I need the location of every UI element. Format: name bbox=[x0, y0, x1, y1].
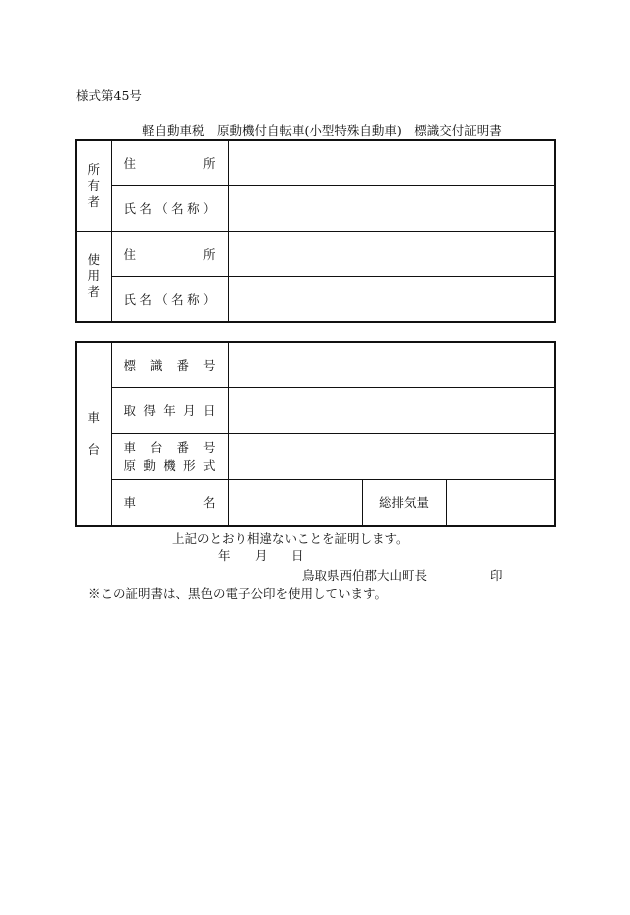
certification-text: 上記のとおり相違ないことを証明します。 bbox=[172, 531, 409, 546]
seal-label: 印 bbox=[490, 568, 503, 583]
displacement-label: 総排気量 bbox=[362, 479, 446, 526]
acquisition-date-label: 取 得 年 月 日 bbox=[111, 387, 228, 433]
plate-number-label: 標 識 番 号 bbox=[111, 342, 228, 387]
frame-engine-label: 車 台 番 号 原 動 機 形 式 bbox=[111, 433, 228, 479]
vehicle-group-label: 車 台 bbox=[76, 342, 111, 526]
owner-name-label: 氏 名 （ 名 称 ） bbox=[111, 185, 228, 231]
owner-user-table bbox=[75, 139, 556, 323]
acquisition-date-field[interactable] bbox=[228, 387, 555, 433]
date-month: 月 bbox=[255, 548, 268, 563]
issuer-name: 鳥取県西伯郡大山町長 bbox=[302, 568, 428, 583]
date-year: 年 bbox=[218, 548, 231, 563]
owner-group-label: 所 有 者 bbox=[76, 140, 111, 231]
frame-engine-field[interactable] bbox=[228, 433, 555, 479]
user-address-label: 住 所 bbox=[111, 231, 228, 276]
owner-address-field[interactable] bbox=[228, 140, 555, 185]
owner-name-field[interactable] bbox=[228, 185, 555, 231]
vehicle-name-field[interactable] bbox=[228, 479, 362, 526]
vehicle-table bbox=[75, 341, 556, 527]
user-group-label: 使 用 者 bbox=[76, 231, 111, 322]
date-day: 日 bbox=[291, 548, 304, 563]
user-name-label: 氏 名 （ 名 称 ） bbox=[111, 276, 228, 322]
footnote: ※この証明書は、黒色の電子公印を使用しています。 bbox=[88, 586, 388, 601]
form-number: 様式第45号 bbox=[76, 88, 142, 103]
displacement-field[interactable] bbox=[446, 479, 555, 526]
document-title: 軽自動車税 原動機付自転車(小型特殊自動車) 標識交付証明書 bbox=[142, 123, 502, 138]
user-name-field[interactable] bbox=[228, 276, 555, 322]
owner-address-label: 住 所 bbox=[111, 140, 228, 185]
user-address-field[interactable] bbox=[228, 231, 555, 276]
vehicle-name-label: 車 名 bbox=[111, 479, 228, 526]
plate-number-field[interactable] bbox=[228, 342, 555, 387]
